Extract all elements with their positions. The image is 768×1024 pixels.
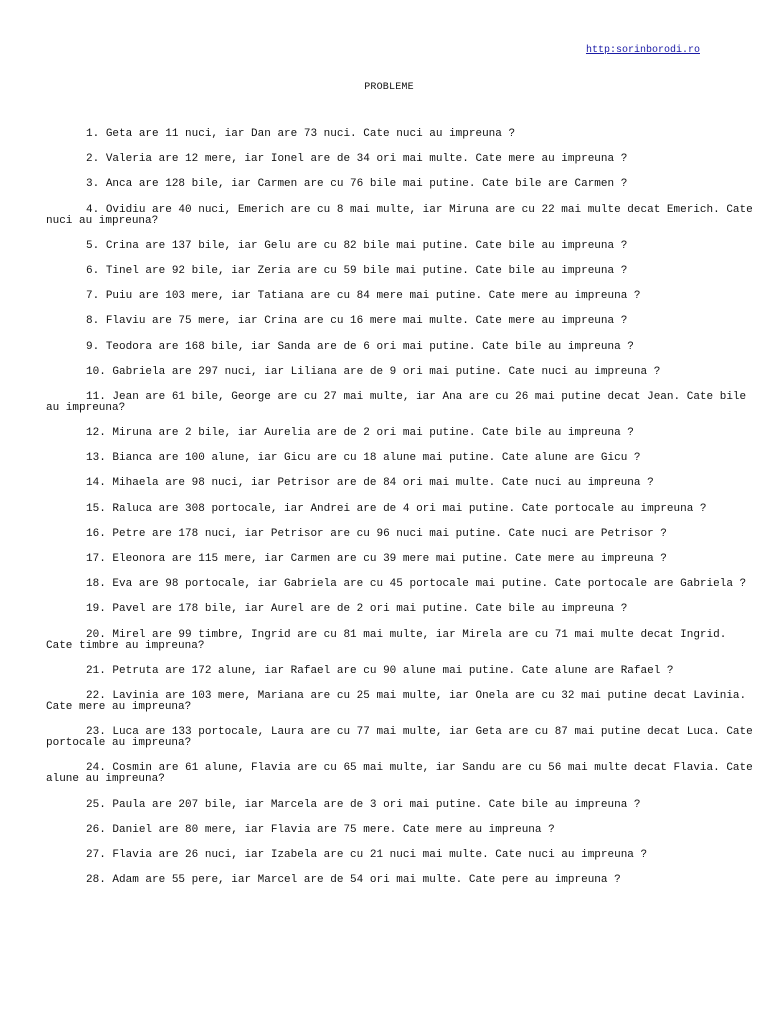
problem-text: Cosmin are 61 alune, Flavia are cu 65 mai multe, iar Sandu are cu 56 mai multe decat Flavia. Cate alune au impreuna?	[46, 762, 753, 786]
problem-number: 23.	[86, 726, 106, 739]
problem-item	[46, 604, 758, 615]
problem-number: 27.	[86, 848, 106, 861]
problem-text: Flaviu are 75 mere, iar Crina are cu 16 mere mai multe. Cate mere au impreuna ?	[105, 315, 628, 328]
problem-item	[46, 800, 758, 811]
problem-number: 3.	[86, 178, 100, 191]
problem-item	[46, 392, 758, 414]
problem-number: 22.	[86, 689, 106, 702]
problem-item	[46, 850, 758, 861]
problem-number: 2.	[86, 153, 100, 166]
problem-text: Eva are 98 portocale, iar Gabriela are cu 45 portocale mai putine. Cate portocale are Gabriela ?	[112, 578, 747, 591]
problem-item	[46, 529, 758, 540]
problem-text: Petre are 178 nuci, iar Petrisor are cu 96 nuci mai putine. Cate nuci are Petrisor ?	[112, 527, 667, 540]
problem-item	[46, 367, 758, 378]
problem-text: Luca are 133 portocale, Laura are cu 77 mai multe, iar Geta are cu 87 mai putine decat Luca. Cate portocale au impreuna?	[46, 726, 753, 750]
problem-number: 13.	[86, 452, 106, 465]
problem-text: Lavinia are 103 mere, Mariana are cu 25 mai multe, iar Onela are cu 32 mai putine decat Lavinia. Cate mere au impreuna?	[46, 689, 747, 713]
problem-item	[46, 241, 758, 252]
problem-item	[46, 129, 758, 140]
problem-number: 17.	[86, 553, 106, 565]
problem-item	[46, 154, 758, 165]
problem-text: Petruta are 172 alune, iar Rafael are cu 90 alune mai putine. Cate alune are Rafael ?	[112, 664, 674, 677]
problem-number: 7.	[86, 290, 100, 303]
problem-text: Jean are 61 bile, George are cu 27 mai multe, iar Ana are cu 26 mai putine decat Jean. Cate bile au impreuna?	[46, 390, 747, 414]
problem-text: Mirel are 99 timbre, Ingrid are cu 81 mai multe, iar Mirela are cu 71 mai multe decat Ingrid. Cate timbre au impreuna?	[46, 628, 727, 652]
problem-number: 11.	[86, 390, 106, 403]
problem-text: Crina are 137 bile, iar Gelu are cu 82 bile mai putine. Cate bile au impreuna ?	[105, 239, 628, 252]
problem-text: Paula are 207 bile, iar Marcela are de 3 ori mai putine. Cate bile au impreuna ?	[112, 798, 641, 811]
problem-text: Mihaela are 98 nuci, iar Petrisor are de 84 ori mai multe. Cate nuci au impreuna ?	[112, 477, 654, 490]
problem-number: 12.	[86, 427, 106, 440]
problem-text: Pavel are 178 bile, iar Aurel are de 2 ori mai putine. Cate bile au impreuna ?	[112, 603, 628, 616]
problem-text: Tinel are 92 bile, iar Zeria are cu 59 bile mai putine. Cate bile au impreuna ?	[105, 264, 628, 277]
problem-number: 24.	[86, 762, 106, 775]
problem-text: Eleonora are 115 mere, iar Carmen are cu 39 mere mai putine. Cate mere au impreuna ?	[112, 553, 667, 565]
problem-text: Geta are 11 nuci, iar Dan are 73 nuci. Cate nuci au impreuna ?	[105, 128, 516, 140]
problem-list	[46, 129, 758, 900]
problem-text: Gabriela are 297 nuci, iar Liliana are de 9 ori mai putine. Cate nuci au impreuna ?	[112, 365, 661, 378]
problem-item	[46, 205, 758, 227]
problem-item	[46, 428, 758, 439]
problem-item	[46, 316, 758, 327]
problem-item	[46, 763, 758, 785]
problem-number: 21.	[86, 664, 106, 677]
problem-item	[46, 478, 758, 489]
problem-text: Adam are 55 pere, iar Marcel are de 54 ori mai multe. Cate pere au impreuna ?	[112, 874, 621, 887]
problem-number: 28.	[86, 874, 106, 887]
problem-number: 15.	[86, 502, 106, 515]
problem-item	[46, 875, 758, 886]
problem-item	[46, 179, 758, 190]
problem-number: 14.	[86, 477, 106, 490]
problem-text: Miruna are 2 bile, iar Aurelia are de 2 ori mai putine. Cate bile au impreuna ?	[112, 427, 634, 440]
problem-number: 20.	[86, 628, 106, 641]
problem-number: 4.	[86, 203, 100, 216]
problem-number: 1.	[86, 128, 100, 140]
problem-item	[46, 727, 758, 749]
problem-number: 19.	[86, 603, 106, 616]
problem-text: Puiu are 103 mere, iar Tatiana are cu 84 mere mai putine. Cate mere au impreuna ?	[105, 290, 641, 303]
problem-text: Teodora are 168 bile, iar Sanda are de 6 ori mai putine. Cate bile au impreuna ?	[105, 340, 634, 353]
problem-item	[46, 291, 758, 302]
problem-number: 25.	[86, 798, 106, 811]
problem-number: 8.	[86, 315, 100, 328]
problem-number: 16.	[86, 527, 106, 540]
problem-text: Anca are 128 bile, iar Carmen are cu 76 bile mai putine. Cate bile are Carmen ?	[105, 178, 628, 191]
problem-number: 9.	[86, 340, 100, 353]
problem-text: Bianca are 100 alune, iar Gicu are cu 18 alune mai putine. Cate alune are Gicu ?	[112, 452, 641, 465]
problem-item	[46, 630, 758, 652]
problem-item	[46, 691, 758, 713]
site-link[interactable]: http:sorinborodi.ro	[585, 45, 700, 56]
problem-text: Flavia are 26 nuci, iar Izabela are cu 21 nuci mai multe. Cate nuci au impreuna ?	[112, 848, 648, 861]
problem-text: Valeria are 12 mere, iar Ionel are de 34 ori mai multe. Cate mere au impreuna ?	[105, 153, 628, 166]
problem-number: 6.	[86, 264, 100, 277]
problem-item	[46, 504, 758, 515]
problem-number: 18.	[86, 578, 106, 591]
problem-text: Ovidiu are 40 nuci, Emerich are cu 8 mai multe, iar Miruna are cu 22 mai multe decat Emerich. Cate nuci au impreuna?	[46, 203, 753, 227]
problem-item	[46, 342, 758, 353]
problem-item	[46, 453, 758, 464]
problem-item	[46, 266, 758, 277]
problem-item	[46, 579, 758, 590]
problem-text: Daniel are 80 mere, iar Flavia are 75 mere. Cate mere au impreuna ?	[112, 823, 555, 836]
problem-number: 10.	[86, 365, 106, 378]
problem-number: 5.	[86, 239, 100, 252]
problem-item	[46, 554, 758, 565]
problem-text: Raluca are 308 portocale, iar Andrei are de 4 ori mai putine. Cate portocale au impreuna ?	[112, 502, 707, 515]
page-title: PROBLEME	[364, 82, 414, 93]
problem-item	[46, 666, 758, 677]
problem-number: 26.	[86, 823, 106, 836]
problem-item	[46, 825, 758, 836]
